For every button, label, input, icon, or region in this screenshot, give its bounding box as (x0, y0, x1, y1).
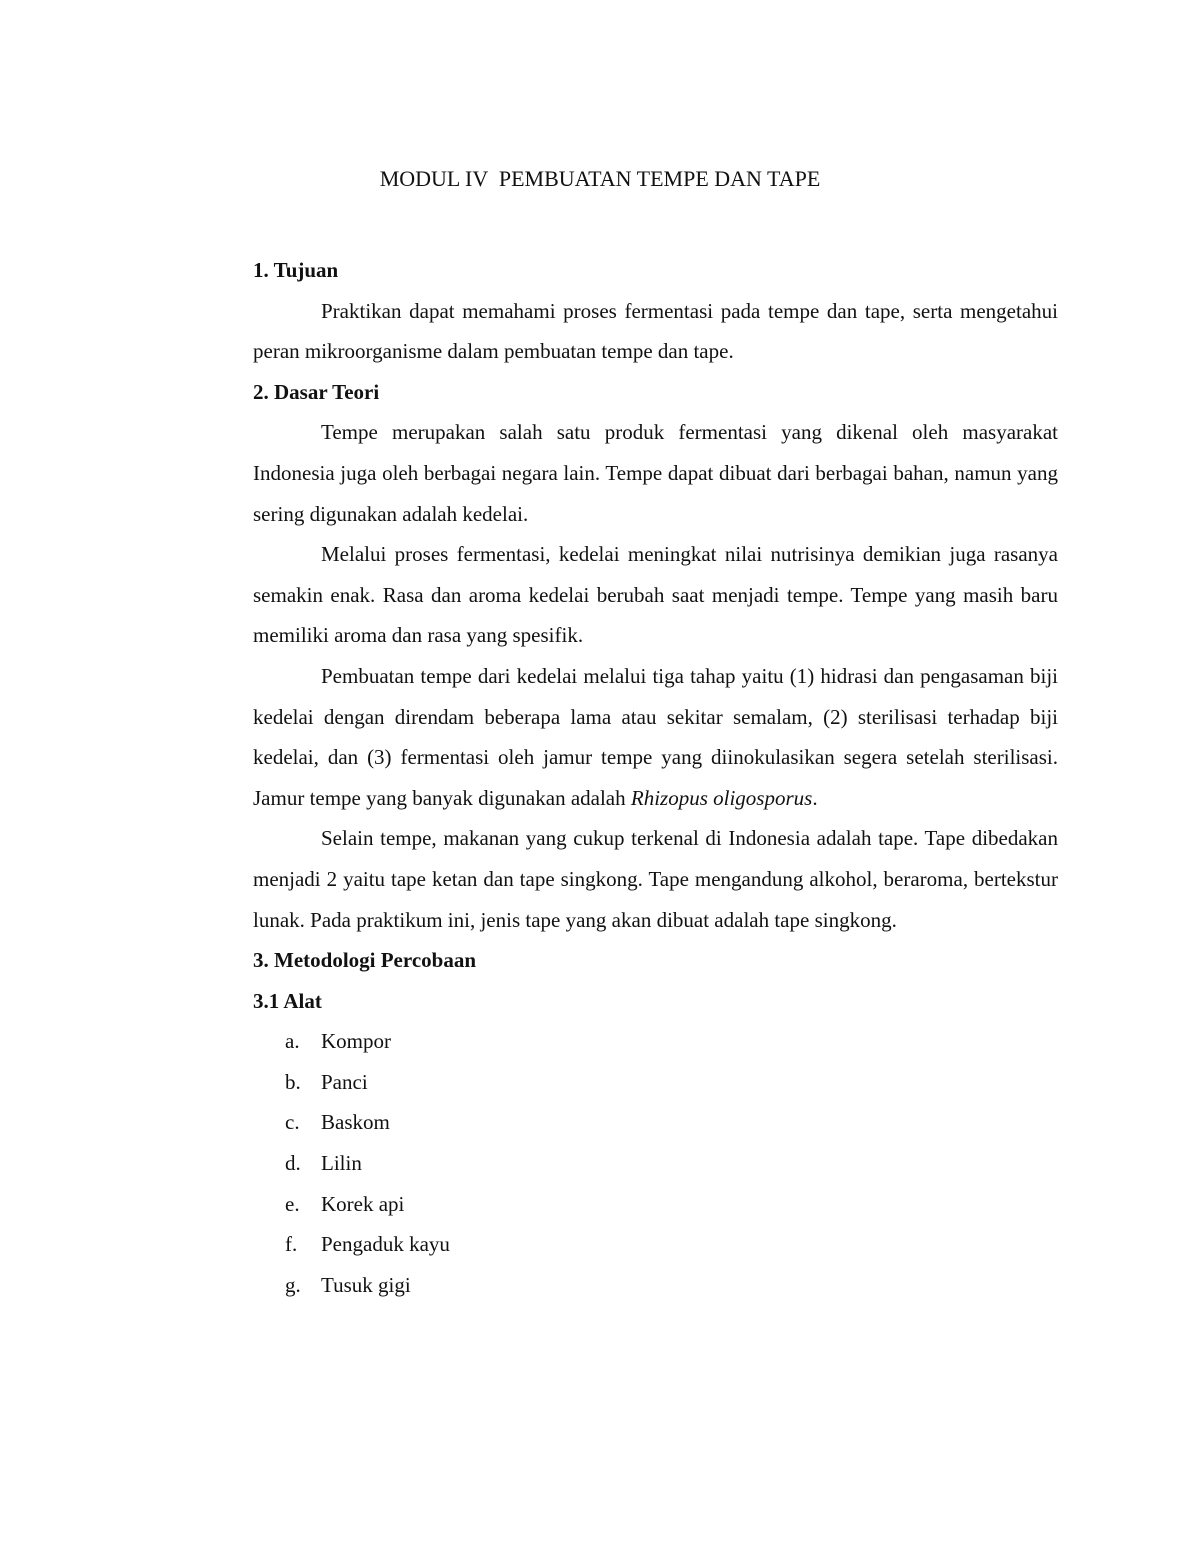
list-item-text: Panci (321, 1069, 368, 1094)
paragraph-dasar-teori-2: Melalui proses fermentasi, kedelai meningkat nilai nutrisinya demikian juga rasanya semakin enak. Rasa dan aroma kedelai berubah saat menjadi tempe. Tempe yang masih baru memiliki aroma dan rasa yang spesifik. (253, 542, 1058, 648)
species-name: Rhizopus oligosporus (630, 785, 813, 810)
list-item-text: Lilin (321, 1151, 362, 1176)
paragraph-dasar-teori-4: Selain tempe, makanan yang cukup terkenal di Indonesia adalah tape. Tape dibedakan menjadi 2 yaitu tape ketan dan tape singkong. Tape mengandung alkohol, beraroma, bertekstur lunak. Pada praktikum ini, jenis tape yang akan dibuat adalah tape singkong. (253, 826, 1058, 932)
list-item (253, 1021, 1058, 1062)
list-item-text: Kompor (321, 1029, 391, 1054)
list-marker: f. (285, 1232, 298, 1257)
paragraph-dasar-teori-1: Tempe merupakan salah satu produk fermentasi yang dikenal oleh masyarakat Indonesia juga oleh berbagai negara lain. Tempe dapat dibuat dari berbagai bahan, namun yang sering digunakan adalah kedelai. (253, 420, 1058, 526)
heading-metodologi: 3. Metodologi Percobaan (253, 948, 477, 973)
document-body (253, 250, 1058, 1305)
list-marker: c. (285, 1110, 300, 1135)
list-item (253, 1143, 1058, 1184)
list-marker: a. (285, 1029, 300, 1054)
list-marker: g. (285, 1272, 301, 1297)
document-title: MODUL IV PEMBUATAN TEMPE DAN TAPE (379, 166, 821, 191)
list-marker: d. (285, 1151, 301, 1176)
list-item-text: Baskom (321, 1110, 390, 1135)
list-item (253, 1224, 1058, 1265)
paragraph-3-text: Pembuatan tempe dari kedelai melalui tiga tahap yaitu (1) hidrasi dan pengasaman biji kedelai dengan direndam beberapa lama atau sekitar semalam, (2) sterilisasi terhadap biji kedelai, dan (3) fermentasi oleh jamur tempe yang diinokulasikan segera setelah sterilisasi. Jamur tempe yang banyak digunakan adalah (253, 663, 1058, 810)
heading-dasar-teori: 2. Dasar Teori (253, 379, 380, 404)
list-marker: e. (285, 1191, 300, 1216)
alat-list (253, 1021, 1058, 1305)
list-item (253, 1102, 1058, 1143)
paragraph-tujuan: Praktikan dapat memahami proses fermentasi pada tempe dan tape, serta mengetahui peran mikroorganisme dalam pembuatan tempe dan tape. (253, 298, 1058, 364)
list-item-text: Pengaduk kayu (321, 1232, 450, 1257)
paragraph-3-end: . (812, 785, 818, 810)
list-item-text: Tusuk gigi (321, 1272, 411, 1297)
list-item-text: Korek api (321, 1191, 405, 1216)
list-item (253, 1062, 1058, 1103)
list-marker: b. (285, 1069, 301, 1094)
heading-alat: 3.1 Alat (253, 988, 322, 1013)
paragraph-dasar-teori-3 (253, 656, 1058, 818)
heading-tujuan: 1. Tujuan (253, 258, 339, 282)
list-item (253, 1265, 1058, 1306)
list-item (253, 1184, 1058, 1225)
